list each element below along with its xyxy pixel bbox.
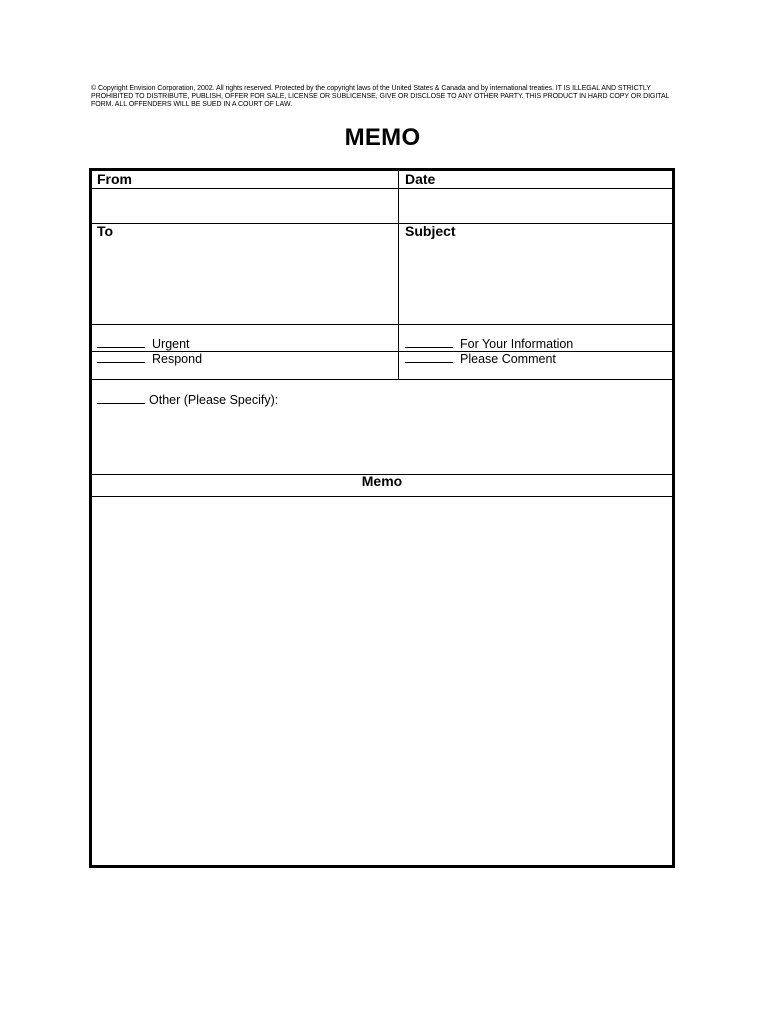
urgent-label: Urgent [152,337,190,351]
from-label: From [97,171,132,187]
subject-label: Subject [405,223,456,239]
other-specify-field[interactable] [92,407,672,473]
divider [92,379,672,380]
from-field[interactable] [92,189,398,223]
fyi-option[interactable] [405,336,573,351]
fyi-label: For Your Information [460,337,574,351]
divider [92,324,672,325]
memo-form [89,168,675,868]
memo-section-label: Memo [361,473,403,489]
please-comment-option[interactable] [405,351,556,366]
urgent-blank[interactable] [97,336,145,348]
date-field[interactable] [399,189,672,223]
please-comment-label: Please Comment [460,352,556,366]
other-label: Other (Please Specify): [149,393,279,407]
copyright-notice: © Copyright Envision Corporation, 2002. All rights reserved. Protected by the copyright laws of the United States & Canada and by international treaties. IT IS ILLEGAL AND STRICTLY PROHIBITED TO DISTRIBUTE, PUBLISH, OFFER FOR SALE, LICENSE OR SUBLICENSE, GIVE OR DISCLOSE TO ANY OTHER PARTY. THIS PRODUCT IN HARD COPY OR DIGITAL FORM. ALL OFFENDERS WILL BE SUED IN A COURT OF LAW. [91,85,670,109]
fyi-blank[interactable] [405,336,453,348]
subject-field[interactable] [399,241,672,324]
other-blank[interactable] [97,392,145,404]
date-label: Date [405,171,436,187]
respond-blank[interactable] [97,351,145,363]
divider [92,223,672,224]
to-field[interactable] [92,241,398,324]
memo-body-field[interactable] [92,497,672,865]
other-option[interactable] [97,392,278,407]
respond-option[interactable] [97,351,202,366]
please-comment-blank[interactable] [405,351,453,363]
page-title: MEMO [344,124,421,151]
respond-label: Respond [152,352,203,366]
to-label: To [97,223,114,239]
urgent-option[interactable] [97,336,190,351]
